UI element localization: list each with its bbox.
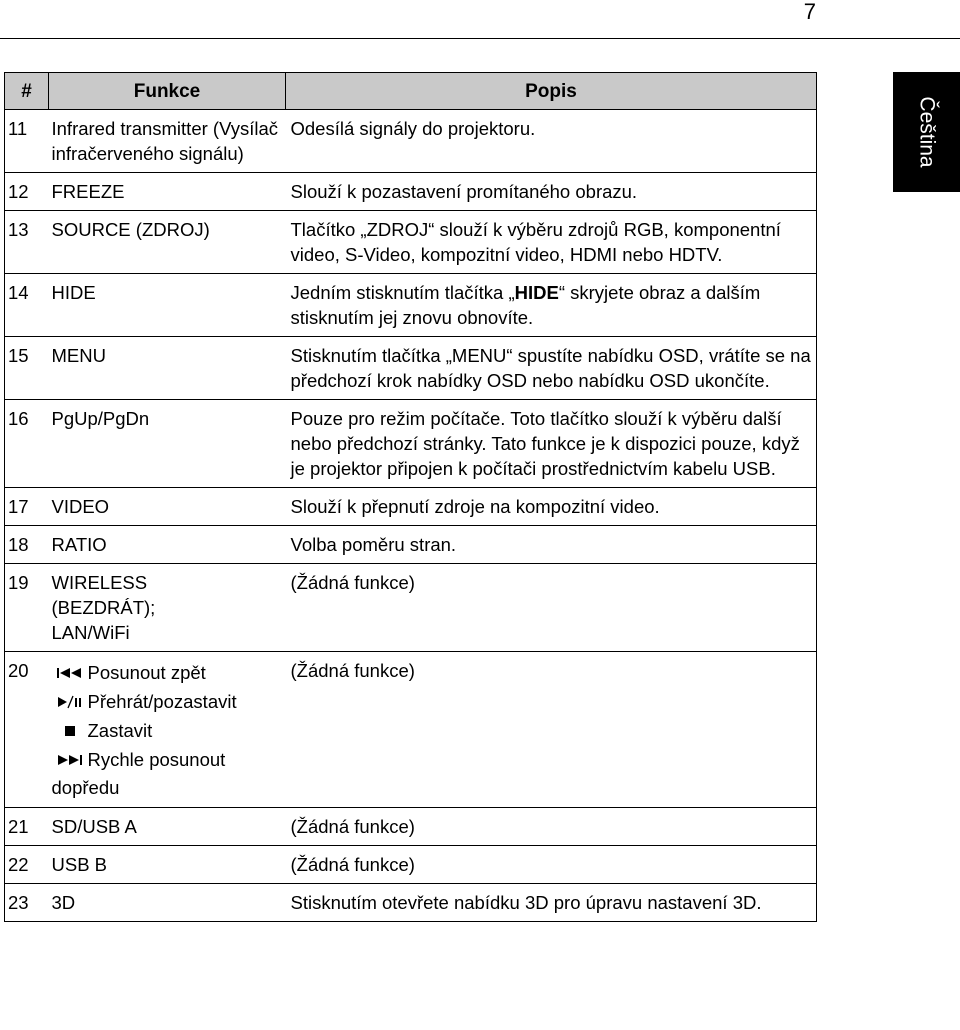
row-function: FREEZE (49, 173, 286, 211)
table-row (5, 564, 817, 652)
language-tab (893, 72, 960, 192)
rewind-icon (52, 666, 88, 680)
row-description: Slouží k pozastavení promítaného obrazu. (286, 173, 817, 211)
fast-forward-icon (52, 753, 88, 767)
row-description: Tlačítko „ZDROJ“ slouží k výběru zdrojů RGB, komponentní video, S-Video, kompozitní video, HDMI nebo HDTV. (286, 211, 817, 274)
row-function: VIDEO (49, 488, 286, 526)
control-stop (52, 716, 282, 745)
play-pause-icon (52, 695, 88, 709)
row-function: USB B (49, 846, 286, 884)
control-label: Rychle posunout (87, 749, 226, 770)
row-num: 14 (5, 274, 49, 337)
row-description: Stisknutím tlačítka „MENU“ spustíte nabídku OSD, vrátíte se na předchozí krok nabídky OSD nebo nabídku OSD ukončíte. (286, 337, 817, 400)
table-row (5, 400, 817, 488)
description-text: “ skryjete obraz a dalším stisknutím jej znovu obnovíte. (290, 282, 761, 328)
row-num: 12 (5, 173, 49, 211)
function-line: LAN/WiFi (51, 622, 130, 643)
row-num: 19 (5, 564, 49, 652)
row-description (286, 274, 817, 337)
row-function: RATIO (49, 526, 286, 564)
table-row (5, 846, 817, 884)
control-label-continued: dopředu (51, 777, 120, 798)
row-num: 23 (5, 884, 49, 922)
row-function (49, 564, 286, 652)
row-num: 22 (5, 846, 49, 884)
row-function: SOURCE (ZDROJ) (49, 211, 286, 274)
language-tab-label: Čeština (915, 96, 939, 168)
row-description: Pouze pro režim počítače. Toto tlačítko slouží k výběru další nebo předchozí stránky. Tato funkce je k dispozici pouze, když je projektor připojen k počítači prostřednictvím kabelu USB. (286, 400, 817, 488)
table-row (5, 526, 817, 564)
row-description: (Žádná funkce) (286, 846, 817, 884)
table-row (5, 488, 817, 526)
table-row (5, 652, 817, 808)
header-num: # (5, 73, 49, 110)
row-num: 11 (5, 110, 49, 173)
row-num: 18 (5, 526, 49, 564)
function-line: WIRELESS (51, 572, 148, 593)
description-emphasis: HIDE (514, 282, 559, 303)
table-row (5, 211, 817, 274)
row-description: Stisknutím otevřete nabídku 3D pro úpravu nastavení 3D. (286, 884, 817, 922)
row-function: HIDE (49, 274, 286, 337)
table-header-row (5, 73, 817, 110)
table-row (5, 337, 817, 400)
row-function (49, 652, 286, 808)
control-rewind (52, 658, 282, 687)
row-function: SD/USB A (49, 808, 286, 846)
control-fast-forward (52, 745, 282, 774)
header-description: Popis (286, 73, 817, 110)
row-num: 16 (5, 400, 49, 488)
header-function: Funkce (49, 73, 286, 110)
row-description: Volba poměru stran. (286, 526, 817, 564)
row-function: Infrared transmitter (Vysílač infračerveného signálu) (49, 110, 286, 173)
row-description: (Žádná funkce) (286, 808, 817, 846)
row-num: 13 (5, 211, 49, 274)
table-row (5, 808, 817, 846)
header-rule (0, 38, 960, 39)
row-function: MENU (49, 337, 286, 400)
table-row (5, 110, 817, 173)
table-row (5, 274, 817, 337)
row-num: 20 (5, 652, 49, 808)
control-label: Zastavit (87, 720, 153, 741)
control-play-pause (52, 687, 282, 716)
stop-icon (52, 724, 88, 738)
control-label: Posunout zpět (87, 662, 206, 683)
row-num: 21 (5, 808, 49, 846)
row-description: (Žádná funkce) (286, 652, 817, 808)
row-description: Odesílá signály do projektoru. (286, 110, 817, 173)
row-description: (Žádná funkce) (286, 564, 817, 652)
function-line: (BEZDRÁT); (51, 597, 156, 618)
row-function: PgUp/PgDn (49, 400, 286, 488)
row-description: Slouží k přepnutí zdroje na kompozitní video. (286, 488, 817, 526)
page-number: 7 (803, 0, 816, 24)
table-row (5, 884, 817, 922)
row-function: 3D (49, 884, 286, 922)
table-row (5, 173, 817, 211)
description-text: Jedním stisknutím tlačítka „ (290, 282, 515, 303)
row-num: 17 (5, 488, 49, 526)
control-label: Přehrát/pozastavit (87, 691, 237, 712)
function-table (4, 72, 817, 922)
row-num: 15 (5, 337, 49, 400)
